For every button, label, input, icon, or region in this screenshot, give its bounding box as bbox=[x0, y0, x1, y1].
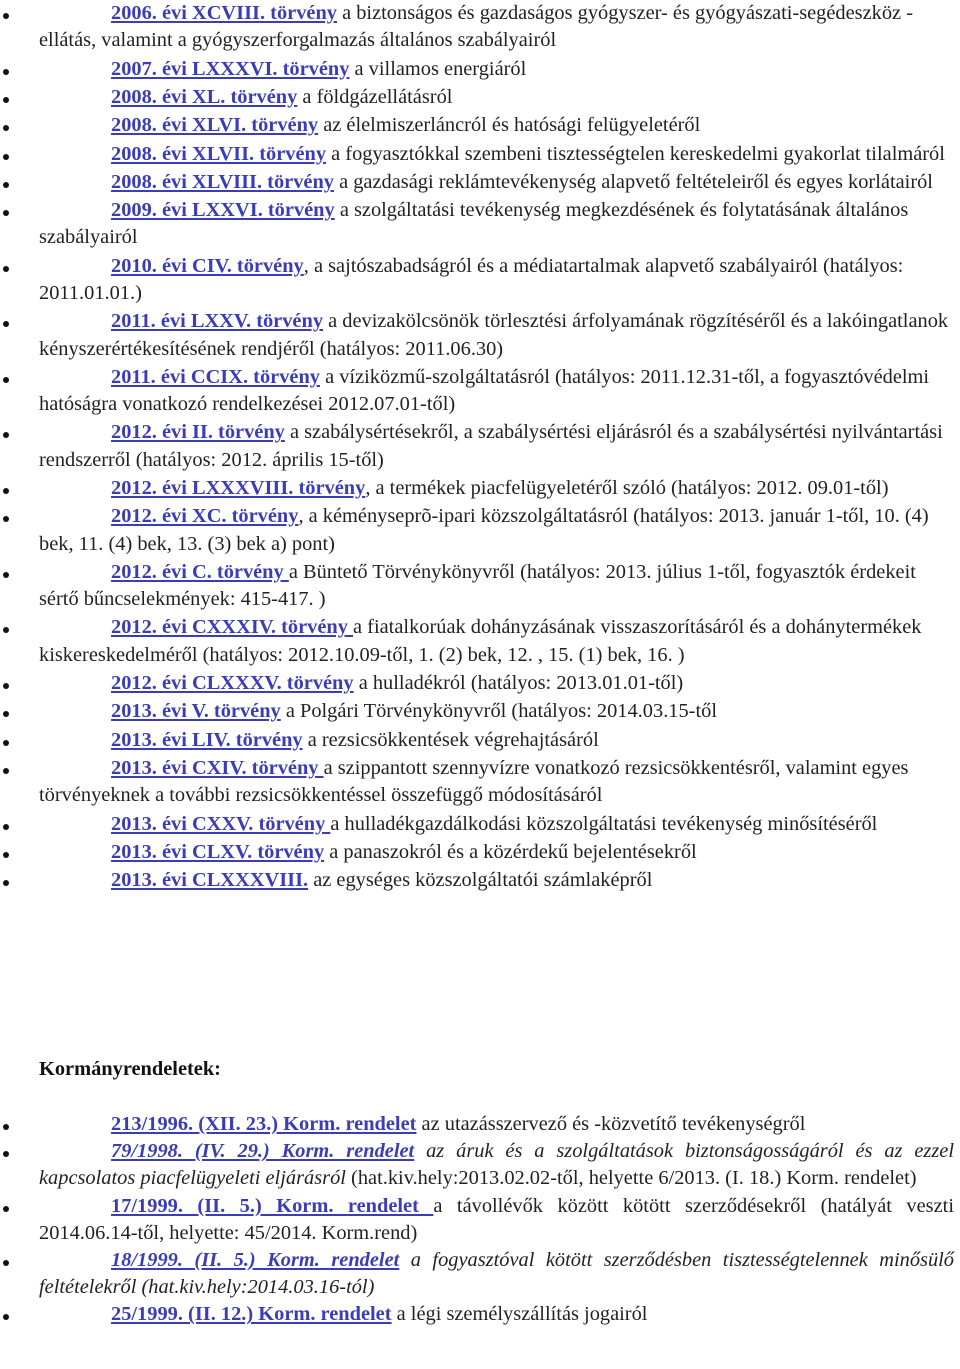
list-item bbox=[0, 253, 960, 307]
list-item bbox=[0, 56, 960, 83]
law-link[interactable]: 2007. évi LXXXVI. törvény bbox=[111, 57, 350, 80]
list-item bbox=[0, 811, 960, 838]
law-link[interactable]: 2012. évi LXXXVIII. törvény bbox=[111, 477, 366, 499]
law-description: a szabálysértésekről, a szabálysértési eljárásról és a szabálysértési nyilvántartási rendszerről (hatályos: 2012. április 15-től) bbox=[39, 421, 943, 471]
list-item bbox=[0, 112, 960, 139]
list-item bbox=[0, 364, 960, 418]
list-item bbox=[0, 670, 960, 697]
list-item bbox=[0, 559, 960, 613]
list-item bbox=[0, 84, 960, 111]
list-item bbox=[0, 141, 960, 168]
law-link[interactable]: 2008. évi XLVI. törvény bbox=[111, 114, 319, 137]
law-description: az élelmiszerláncról és hatósági felügyeletéről bbox=[318, 114, 701, 137]
law-link[interactable]: 2009. évi LXXVI. törvény bbox=[111, 199, 335, 222]
law-description: a fogyasztókkal szembeni tisztességtelen kereskedelmi gyakorlat tilalmáról bbox=[326, 142, 945, 165]
law-link[interactable]: 2012. évi XC. törvény bbox=[111, 505, 299, 528]
law-description: a panaszokról és a közérdekű bejelentésekről bbox=[324, 840, 697, 863]
law-link[interactable]: 2013. évi V. törvény bbox=[111, 700, 281, 723]
law-description: az egységes közszolgáltatói számlaképről bbox=[308, 869, 653, 892]
law-description: , a termékek piacfelügyeletéről szóló (hatályos: 2012. 09.01-től) bbox=[365, 477, 889, 499]
list-item bbox=[0, 0, 960, 54]
law-description: a földgázellátásról bbox=[297, 85, 453, 108]
decree-link[interactable]: 18/1999. (II. 5.) Korm. rendelet bbox=[111, 1249, 400, 1272]
law-description: a gazdasági reklámtevékenység alapvető feltételeiről és egyes korlátairól bbox=[333, 170, 933, 193]
law-description: a devizakölcsönök törlesztési árfolyamának rögzítéséről és a lakóingatlanok kényszerértékesítésének rendjéről (hatályos: 2011.06.30) bbox=[39, 310, 949, 360]
list-item bbox=[0, 475, 960, 502]
list-item bbox=[0, 839, 960, 866]
list-item bbox=[0, 1247, 960, 1301]
decree-list bbox=[0, 1111, 960, 1329]
law-description: a Büntető Törvénykönyvről (hatályos: 2013. július 1-től, fogyasztók érdekeit sértő bűncselekmények: 415-417. ) bbox=[39, 560, 916, 611]
law-description: a villamos energiáról bbox=[349, 57, 527, 80]
list-item bbox=[0, 755, 960, 809]
law-link[interactable]: 2012. évi CLXXXV. törvény bbox=[111, 671, 354, 694]
law-description: a hulladékról (hatályos: 2013.01.01-től) bbox=[353, 671, 684, 694]
law-description: a Polgári Törvénykönyvről (hatályos: 2014.03.15-től bbox=[280, 700, 717, 723]
list-item bbox=[0, 419, 960, 473]
law-link[interactable]: 2013. évi LIV. törvény bbox=[111, 728, 303, 751]
law-description: a rezsicsökkentések végrehajtásáról bbox=[302, 728, 599, 751]
law-description: a víziközmű-szolgáltatásról (hatályos: 2011.12.31-től, a fogyasztóvédelmi hatóságra vonatkozó rendelkezései 2012.07.01-től) bbox=[39, 365, 930, 416]
decree-description: az utazásszervező és -közvetítő tevékenységről bbox=[416, 1113, 806, 1135]
law-description: a biztonságos és gazdaságos gyógyszer- és gyógyászati-segédeszköz -ellátás, valamint a gyógyszerforgalmazás általános szabályairól bbox=[39, 2, 913, 52]
law-description: a szippantott szennyvízre vonatkozó rezsicsökkentésről, valamint egyes törvényeknek a további rezsicsökkentéssel összefüggő módosításáról bbox=[39, 757, 909, 807]
law-link[interactable]: 2011. évi CCIX. törvény bbox=[111, 365, 320, 388]
law-description: , a sajtószabadságról és a médiatartalmak alapvető szabályairól (hatályos: 2011.01.01.) bbox=[39, 254, 904, 305]
decree-note: (hat.kiv.hely:2013.02.02-től, helyette 6/2013. (I. 18.) Korm. rendelet) bbox=[345, 1167, 917, 1190]
list-item bbox=[0, 1301, 960, 1328]
law-link[interactable]: 2013. évi CLXXXVIII. bbox=[111, 869, 309, 892]
decree-description: a légi személyszállítás jogairól bbox=[391, 1303, 648, 1326]
law-link[interactable]: 2008. évi XLVIII. törvény bbox=[111, 170, 334, 193]
decree-description: az áruk és a szolgáltatások biztonságosságáról és az ezzel kapcsolatos piacfelügyeleti eljárásról bbox=[39, 1140, 954, 1190]
law-link[interactable]: 2012. évi C. törvény bbox=[111, 560, 289, 583]
law-link[interactable]: 2012. évi CXXXIV. törvény bbox=[111, 616, 354, 639]
list-item bbox=[0, 614, 960, 668]
decree-link[interactable]: 25/1999. (II. 12.) Korm. rendelet bbox=[111, 1303, 392, 1326]
law-link[interactable]: 2013. évi CLXV. törvény bbox=[111, 840, 325, 863]
list-item bbox=[0, 169, 960, 196]
list-item bbox=[0, 1138, 960, 1192]
law-link[interactable]: 2012. évi II. törvény bbox=[111, 421, 285, 444]
law-description: a szolgáltatási tevékenység megkezdésének és folytatásának általános szabályairól bbox=[39, 199, 909, 249]
decree-link[interactable]: 213/1996. (XII. 23.) Korm. rendelet bbox=[111, 1113, 417, 1135]
decree-description: a távollévők között kötött szerződésekről (hatályát veszti 2014.06.14-től, helyette: 45/2014. Korm.rend) bbox=[39, 1194, 954, 1244]
law-link[interactable]: 2008. évi XLVII. törvény bbox=[111, 142, 327, 165]
list-item bbox=[0, 1111, 960, 1138]
law-link[interactable]: 2010. évi CIV. törvény bbox=[111, 254, 304, 277]
law-description: a fiatalkorúak dohányzásának visszaszorításáról és a dohánytermékek kiskereskedelméről (hatályos: 2012.10.09-től, 1. (2) bek, 12. , 15. (1) bek, 16. ) bbox=[39, 616, 922, 666]
list-item bbox=[0, 867, 960, 894]
section-heading: Kormányrendeletek: bbox=[39, 1058, 221, 1080]
law-description: a hulladékgazdálkodási közszolgáltatási tevékenység minősítéséről bbox=[330, 812, 878, 835]
decree-link[interactable]: 79/1998. (IV. 29.) Korm. rendelet bbox=[111, 1140, 415, 1163]
law-link[interactable]: 2013. évi CXIV. törvény bbox=[111, 757, 324, 780]
law-description: , a kéményseprõ-ipari közszolgáltatásról (hatályos: 2013. január 1-től, 10. (4) bek, 11. (4) bek, 13. (3) bek a) pont) bbox=[39, 505, 929, 555]
list-item bbox=[0, 727, 960, 754]
list-item bbox=[0, 197, 960, 251]
list-item bbox=[0, 308, 960, 362]
law-link[interactable]: 2008. évi XL. törvény bbox=[111, 85, 298, 108]
list-item bbox=[0, 698, 960, 725]
law-link[interactable]: 2011. évi LXXV. törvény bbox=[111, 310, 324, 333]
law-link[interactable]: 2013. évi CXXV. törvény bbox=[111, 812, 331, 835]
law-link[interactable]: 2006. évi XCVIII. törvény bbox=[111, 2, 337, 24]
decree-description: a fogyasztóval kötött szerződésben tisztességtelennek minősülő feltételekről (hat.kiv.hely:2014.03.16-tól) bbox=[39, 1249, 955, 1299]
list-item bbox=[0, 503, 960, 557]
decree-link[interactable]: 17/1999. (II. 5.) Korm. rendelet bbox=[111, 1194, 434, 1217]
list-item bbox=[0, 1193, 960, 1247]
